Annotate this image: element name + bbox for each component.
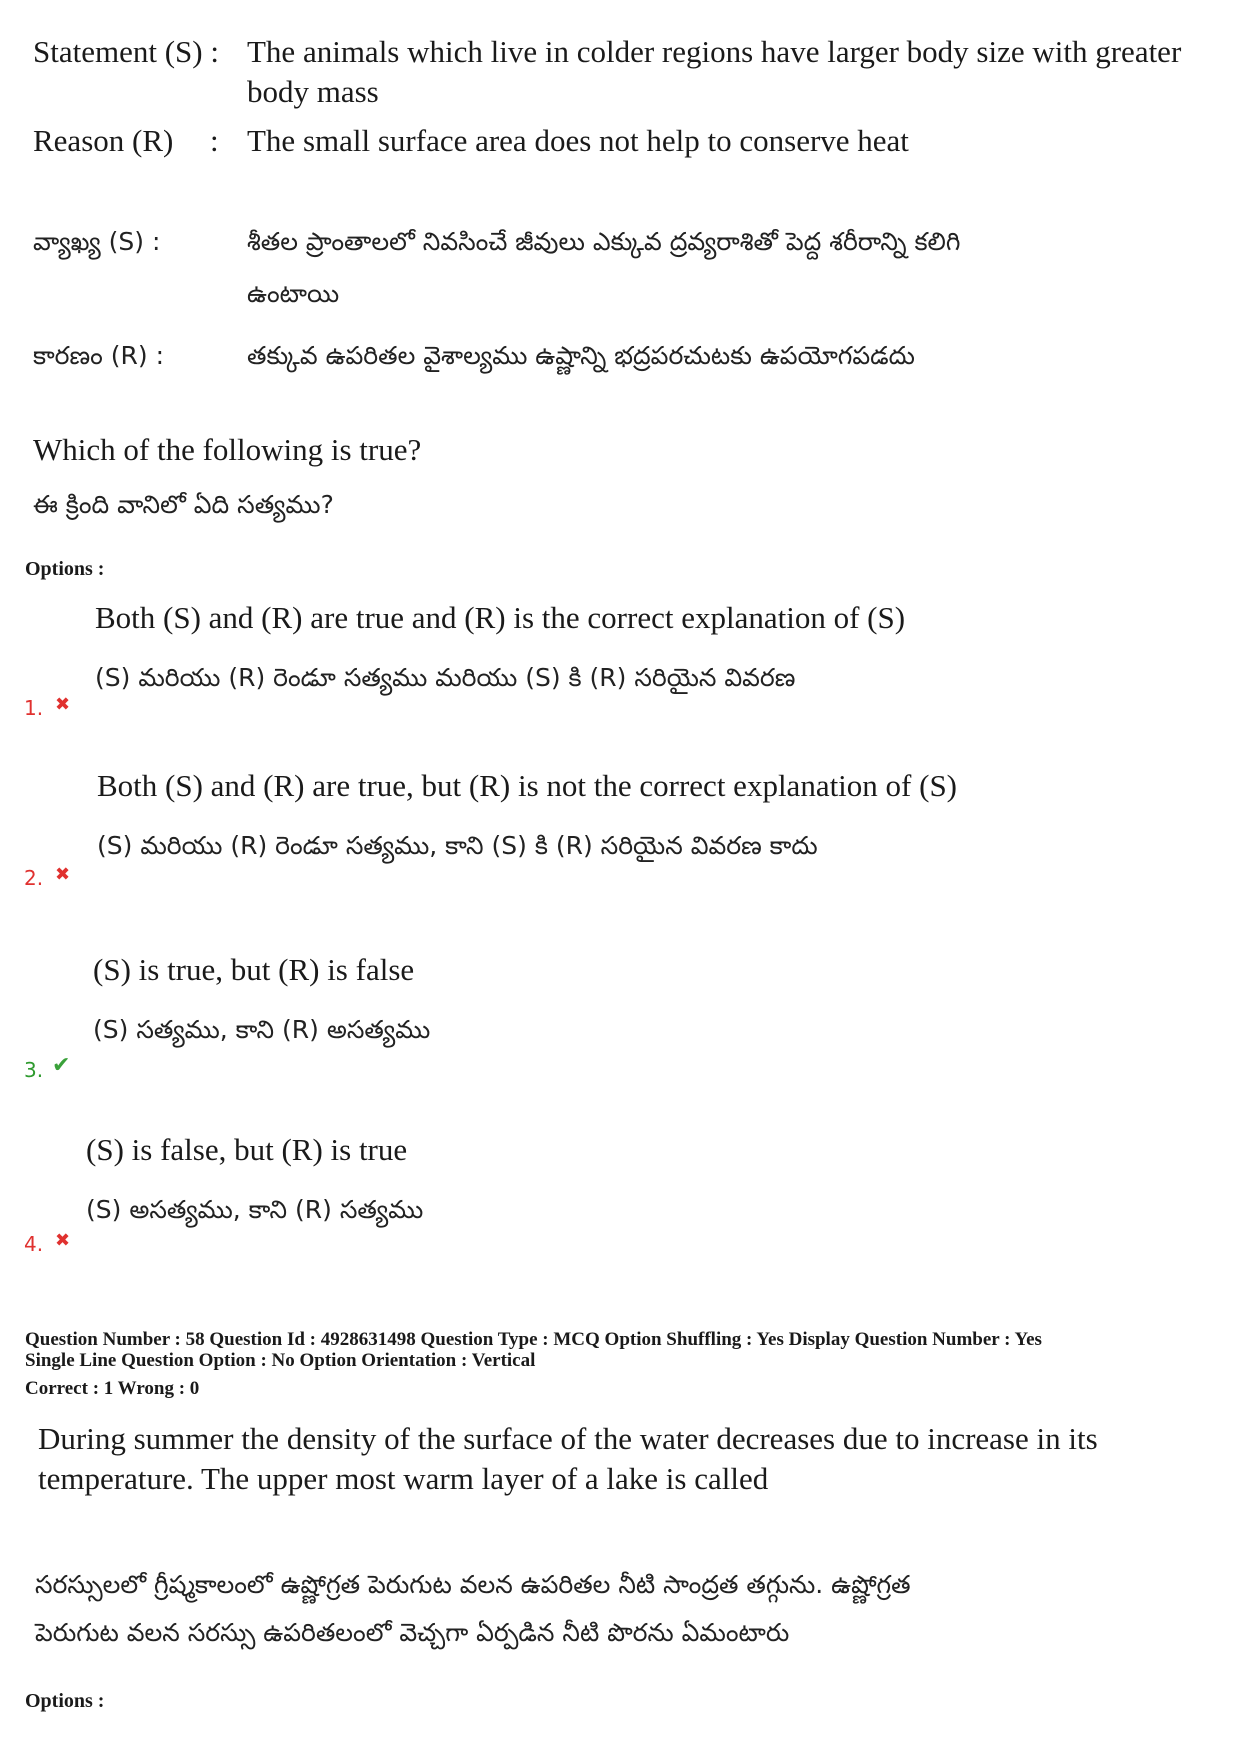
reason-text: The small surface area does not help to conserve heat xyxy=(247,123,909,158)
wrong-mark-icon: ✖ xyxy=(55,1230,71,1250)
next-question-text-te-line2: పెరుగుట వలన సరస్సు ఉపరితలంలో వెచ్చగా ఏర్పడిన నీటి పొరను ఏమంటారు xyxy=(35,1618,790,1647)
question-meta-line2: Single Line Question Option : No Option Orientation : Vertical xyxy=(25,1350,536,1371)
correct-check-icon: ✔ xyxy=(52,1052,71,1077)
question-text-te: ఈ క్రింది వానిలో ఏది సత్యము? xyxy=(33,490,334,519)
reason-text-te: తక్కువ ఉపరితల వైశాల్యము ఉష్ణాన్ని భద్రపరచుటకు ఉపయోగపడదు xyxy=(247,341,915,370)
next-question-text-te-line1: సరస్సులలో గ్రీష్మకాలంలో ఉష్ణోగ్రత పెరుగుట వలన ఉపరితల నీటి సాంద్రత తగ్గును. ఉష్ణోగ్రత xyxy=(35,1570,911,1599)
options-label: Options : xyxy=(25,558,105,580)
option-1-text-te: (S) మరియు (R) రెండూ సత్యము మరియు (S) కి (R) సరియైన వివరణ xyxy=(95,663,796,692)
question-meta-line1: Question Number : 58 Question Id : 4928631498 Question Type : MCQ Option Shuffling : Yes Display Question Number : Yes xyxy=(25,1329,1042,1350)
option-4-text-te: (S) అసత్యము, కాని (R) సత్యము xyxy=(86,1195,424,1224)
statement-text-te-line2: ఉంటాయి xyxy=(247,279,340,308)
option-2-text-te: (S) మరియు (R) రెండూ సత్యము, కాని (S) కి (R) సరియైన వివరణ కాదు xyxy=(97,831,818,860)
reason-label-te: కారణం (R) : xyxy=(33,341,165,370)
statement-text-line2: body mass xyxy=(247,74,379,109)
option-4-number: 4. xyxy=(24,1232,44,1256)
option-2-text-en: Both (S) and (R) are true, but (R) is not the correct explanation of (S) xyxy=(97,768,958,803)
option-2-number: 2. xyxy=(24,866,44,890)
option-3-number: 3. xyxy=(24,1058,44,1082)
next-question-text-en-line2: temperature. The upper most warm layer of a lake is called xyxy=(38,1461,769,1496)
wrong-mark-icon: ✖ xyxy=(55,864,71,884)
next-options-label: Options : xyxy=(25,1690,105,1712)
wrong-mark-icon: ✖ xyxy=(55,694,71,714)
question-score: Correct : 1 Wrong : 0 xyxy=(25,1378,200,1399)
reason-label: Reason (R) xyxy=(33,123,174,158)
statement-text-te-line1: శీతల ప్రాంతాలలో నివసించే జీవులు ఎక్కువ ద్రవ్యరాశితో పెద్ద శరీరాన్ని కలిగి xyxy=(247,227,961,256)
reason-colon: : xyxy=(210,123,219,158)
next-question-text-en-line1: During summer the density of the surface of the water decreases due to increase in its xyxy=(38,1421,1098,1456)
question-text-en: Which of the following is true? xyxy=(33,432,422,467)
option-3-text-te: (S) సత్యము, కాని (R) అసత్యము xyxy=(93,1015,431,1044)
statement-text-line1: The animals which live in colder regions have larger body size with greater xyxy=(247,34,1182,69)
statement-label-te: వ్యాఖ్య (S) : xyxy=(33,227,161,256)
option-1-text-en: Both (S) and (R) are true and (R) is the correct explanation of (S) xyxy=(95,600,906,635)
option-1-number: 1. xyxy=(24,696,44,720)
option-4-text-en: (S) is false, but (R) is true xyxy=(86,1132,408,1167)
statement-label: Statement (S) : xyxy=(33,34,219,69)
option-3-text-en: (S) is true, but (R) is false xyxy=(93,952,415,987)
